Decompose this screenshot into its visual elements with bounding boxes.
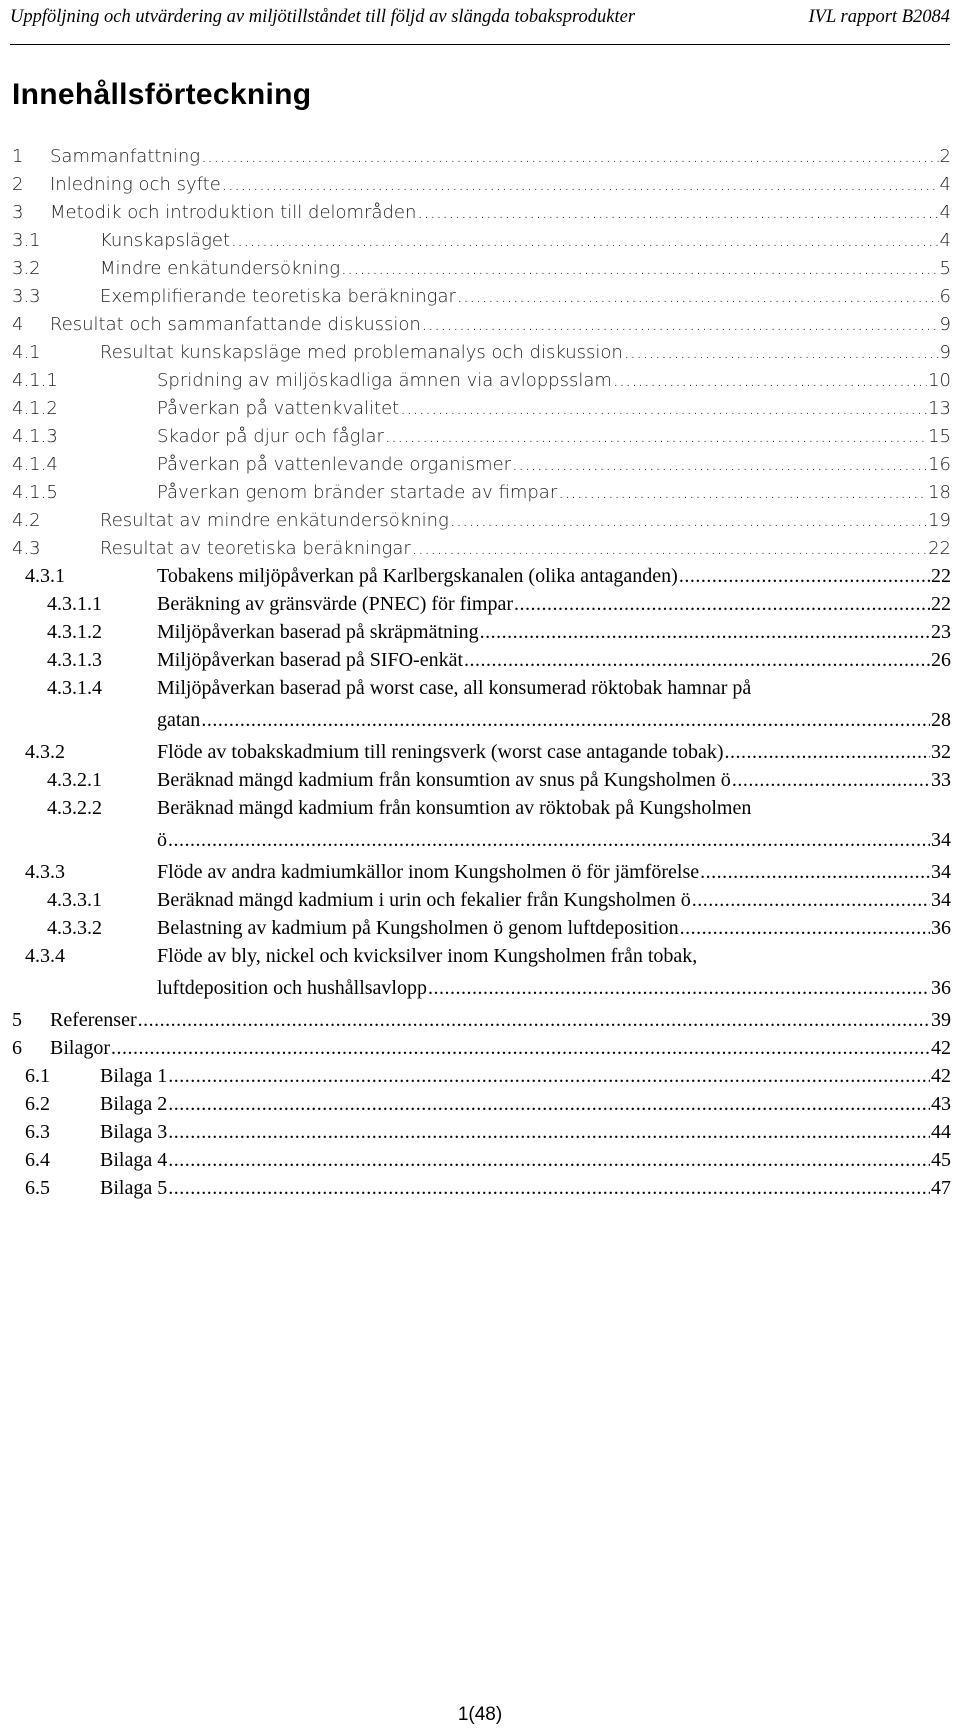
toc-entry-page: 18 [928, 482, 951, 503]
toc-entry-number: 4.3.1.1 [47, 593, 102, 615]
toc-entry-title: Belastning av kadmium på Kungsholmen ö genom luftdeposition [157, 917, 679, 939]
toc-entry-title: Referenser [50, 1009, 137, 1031]
dot-leader [480, 619, 930, 646]
dot-leader [457, 283, 939, 310]
toc-entry-number: 4.3.1 [25, 565, 65, 587]
toc-entry-number: 6 [12, 1037, 22, 1059]
dot-leader [692, 887, 930, 914]
dot-leader [428, 975, 930, 1002]
toc-entry-number: 4.3.3 [25, 861, 65, 883]
toc-entry-page: 10 [928, 370, 951, 391]
toc-entry-number: 4.3.3.2 [47, 917, 102, 939]
toc-entry-title: Resultat och sammanfattande diskussion [50, 314, 421, 335]
toc-entry-page: 42 [931, 1065, 951, 1087]
toc-entry-page: 34 [931, 889, 951, 911]
toc-entry-title: Skador på djur och fåglar [157, 426, 384, 447]
toc-entry-title: Beräknad mängd kadmium från konsumtion av snus på Kungsholmen ö [157, 769, 731, 791]
toc-entry-number: 4.1.4 [12, 454, 58, 475]
dot-leader [679, 563, 930, 590]
dot-leader [680, 915, 930, 942]
toc-entry-number: 4.1.1 [12, 370, 58, 391]
toc-entry-title: Bilaga 4 [100, 1149, 168, 1171]
toc-entry-title: Bilaga 2 [100, 1093, 168, 1115]
dot-leader [725, 739, 930, 766]
toc-entry-page: 4 [939, 230, 951, 251]
toc-entry-page: 33 [931, 769, 951, 791]
toc-entry-page: 15 [928, 426, 951, 447]
toc-entry-title: Flöde av andra kadmiumkällor inom Kungsholmen ö för jämförelse [157, 861, 700, 883]
toc-entry-number: 4.3.2.1 [47, 769, 102, 791]
toc-entry-number: 4.1.2 [12, 398, 58, 419]
dot-leader [613, 367, 927, 394]
toc-entry-title: Flöde av bly, nickel och kvicksilver inom Kungsholmen från tobak, [157, 945, 698, 967]
toc-entry-number: 4.3.3.1 [47, 889, 102, 911]
toc-entry-title: Flöde av tobakskadmium till reningsverk (worst case antagande tobak) [157, 741, 724, 763]
toc-entry-number: 4.3.4 [25, 945, 65, 967]
dot-leader [231, 227, 939, 254]
toc-entry-page: 44 [931, 1121, 951, 1143]
toc-entry-number: 4 [12, 314, 24, 335]
dot-leader [558, 479, 927, 506]
toc-entry-number: 4.1 [12, 342, 41, 363]
dot-leader [168, 1175, 930, 1202]
toc-entry-title: Resultat av mindre enkätundersökning [100, 510, 449, 531]
dot-leader [201, 707, 930, 734]
dot-leader [168, 1063, 930, 1090]
header-report-number: IVL rapport B2084 [808, 7, 950, 27]
toc-entry-title: Bilaga 1 [100, 1065, 168, 1087]
toc-entry-page: 19 [928, 510, 951, 531]
toc-entry-page: 42 [931, 1037, 951, 1059]
toc-entry-title: Sammanfattning [50, 146, 201, 167]
dot-leader [450, 507, 927, 534]
toc-entry-title-continuation: luftdeposition och hushållsavlopp [157, 977, 427, 999]
toc-entry-title: Beräknad mängd kadmium i urin och fekalier från Kungsholmen ö [157, 889, 691, 911]
toc-entry-number: 4.3.2 [25, 741, 65, 763]
toc-entry-page: 45 [931, 1149, 951, 1171]
toc-entry-title: Inledning och syfte [50, 174, 221, 195]
toc-entry-title: Resultat kunskapsläge med problemanalys och diskussion [100, 342, 623, 363]
toc-entry-number: 6.4 [25, 1149, 50, 1171]
toc-entry-number: 3 [12, 202, 24, 223]
dot-leader [168, 1119, 930, 1146]
toc-entry-title-continuation: gatan [157, 709, 201, 731]
dot-leader [422, 311, 939, 338]
toc-entry-title: Beräknad mängd kadmium från konsumtion av röktobak på Kungsholmen [157, 797, 752, 819]
toc-entry-number: 6.3 [25, 1121, 50, 1143]
toc-entry-title: Bilaga 3 [100, 1121, 168, 1143]
toc-entry-number: 2 [12, 174, 24, 195]
toc-entry-page: 43 [931, 1093, 951, 1115]
toc-entry-page: 4 [939, 174, 951, 195]
toc-entry-page: 36 [931, 977, 951, 999]
dot-leader [222, 171, 939, 198]
toc-entry-page: 36 [931, 917, 951, 939]
toc-entry-title: Spridning av miljöskadliga ämnen via avloppsslam [157, 370, 612, 391]
page-number: 1(48) [457, 1704, 503, 1725]
running-header [10, 0, 950, 45]
dot-leader [168, 827, 930, 854]
toc-title: Innehållsförteckning [12, 78, 312, 111]
header-title: Uppföljning och utvärdering av miljötillståndet till följd av slängda tobaksprodukter [10, 7, 636, 27]
toc-entry-title: Miljöpåverkan baserad på skräpmätning [157, 621, 479, 643]
toc-entry-number: 4.3.2.2 [47, 797, 102, 819]
toc-entry-page: 22 [931, 565, 951, 587]
toc-entry-page: 39 [931, 1009, 951, 1031]
toc-entry-title: Beräkning av gränsvärde (PNEC) för fimpar [157, 593, 513, 615]
toc-entry-title: Bilagor [50, 1037, 110, 1059]
dot-leader [201, 143, 938, 170]
toc-entry-number: 4.3 [12, 538, 41, 559]
toc-entry-number: 3.3 [12, 286, 41, 307]
toc-entry-title: Tobakens miljöpåverkan på Karlbergskanalen (olika antaganden) [157, 565, 678, 587]
dot-leader [111, 1035, 930, 1062]
toc-entry-title: Påverkan på vattenkvalitet [157, 398, 400, 419]
toc-entry-number: 4.3.1.3 [47, 649, 102, 671]
toc-entry-page: 4 [939, 202, 951, 223]
toc-entry-title: Kunskapsläget [100, 230, 231, 251]
toc-entry-page: 9 [939, 342, 951, 363]
toc-entry-page: 16 [928, 454, 951, 475]
toc-entry-title: Miljöpåverkan baserad på SIFO-enkät [157, 649, 464, 671]
toc-entry-page: 5 [939, 258, 951, 279]
toc-entry-number: 6.1 [25, 1065, 50, 1087]
toc-entry-title-continuation: ö [157, 829, 167, 851]
dot-leader [464, 647, 930, 674]
dot-leader [732, 767, 930, 794]
page-footer [0, 1704, 960, 1726]
toc-entry-page: 32 [931, 741, 951, 763]
toc-entry-title: Miljöpåverkan baserad på worst case, all konsumerad röktobak hamnar på [157, 677, 752, 699]
toc-entry-title: Bilaga 5 [100, 1177, 168, 1199]
dot-leader [341, 255, 939, 282]
toc-entry-number: 6.2 [25, 1093, 50, 1115]
toc-entry-number: 4.2 [12, 510, 41, 531]
dot-leader [512, 451, 927, 478]
toc-entry-title: Resultat av teoretiska beräkningar [100, 538, 411, 559]
dot-leader [624, 339, 939, 366]
dot-leader [138, 1007, 930, 1034]
toc-entry-page: 28 [931, 709, 951, 731]
toc-entry-number: 3.2 [12, 258, 41, 279]
toc-entry-number: 4.1.5 [12, 482, 58, 503]
dot-leader [412, 535, 927, 562]
toc-entry-number: 4.3.1.2 [47, 621, 102, 643]
dot-leader [385, 423, 927, 450]
dot-leader [400, 395, 927, 422]
dot-leader [514, 591, 930, 618]
toc-entry-page: 9 [939, 314, 951, 335]
dot-leader [168, 1091, 930, 1118]
dot-leader [700, 859, 930, 886]
toc-entry-number: 6.5 [25, 1177, 50, 1199]
toc-entry-number: 1 [12, 146, 24, 167]
toc-entry-number: 4.3.1.4 [47, 677, 102, 699]
toc-entry-title: Metodik och introduktion till delområden [50, 202, 417, 223]
toc-entry-page: 34 [931, 861, 951, 883]
toc-entry-number: 3.1 [12, 230, 41, 251]
toc-entry-title: Påverkan på vattenlevande organismer [157, 454, 512, 475]
toc-entry-page: 34 [931, 829, 951, 851]
toc-entry-title: Exemplifierande teoretiska beräkningar [100, 286, 456, 307]
toc-entry-page: 6 [939, 286, 951, 307]
toc-entry-page: 22 [931, 593, 951, 615]
toc-entry-page: 23 [931, 621, 951, 643]
dot-leader [417, 199, 938, 226]
toc-entry-number: 4.1.3 [12, 426, 58, 447]
toc-entry-page: 22 [928, 538, 951, 559]
toc-entry-title: Mindre enkätundersökning [100, 258, 340, 279]
toc-entry-page: 47 [931, 1177, 951, 1199]
toc-entry-page: 26 [931, 649, 951, 671]
toc-entry-page: 13 [928, 398, 951, 419]
toc-entry-title: Påverkan genom bränder startade av fimpar [157, 482, 558, 503]
dot-leader [168, 1147, 930, 1174]
toc-entry-number: 5 [12, 1009, 22, 1031]
toc-entry-page: 2 [939, 146, 951, 167]
